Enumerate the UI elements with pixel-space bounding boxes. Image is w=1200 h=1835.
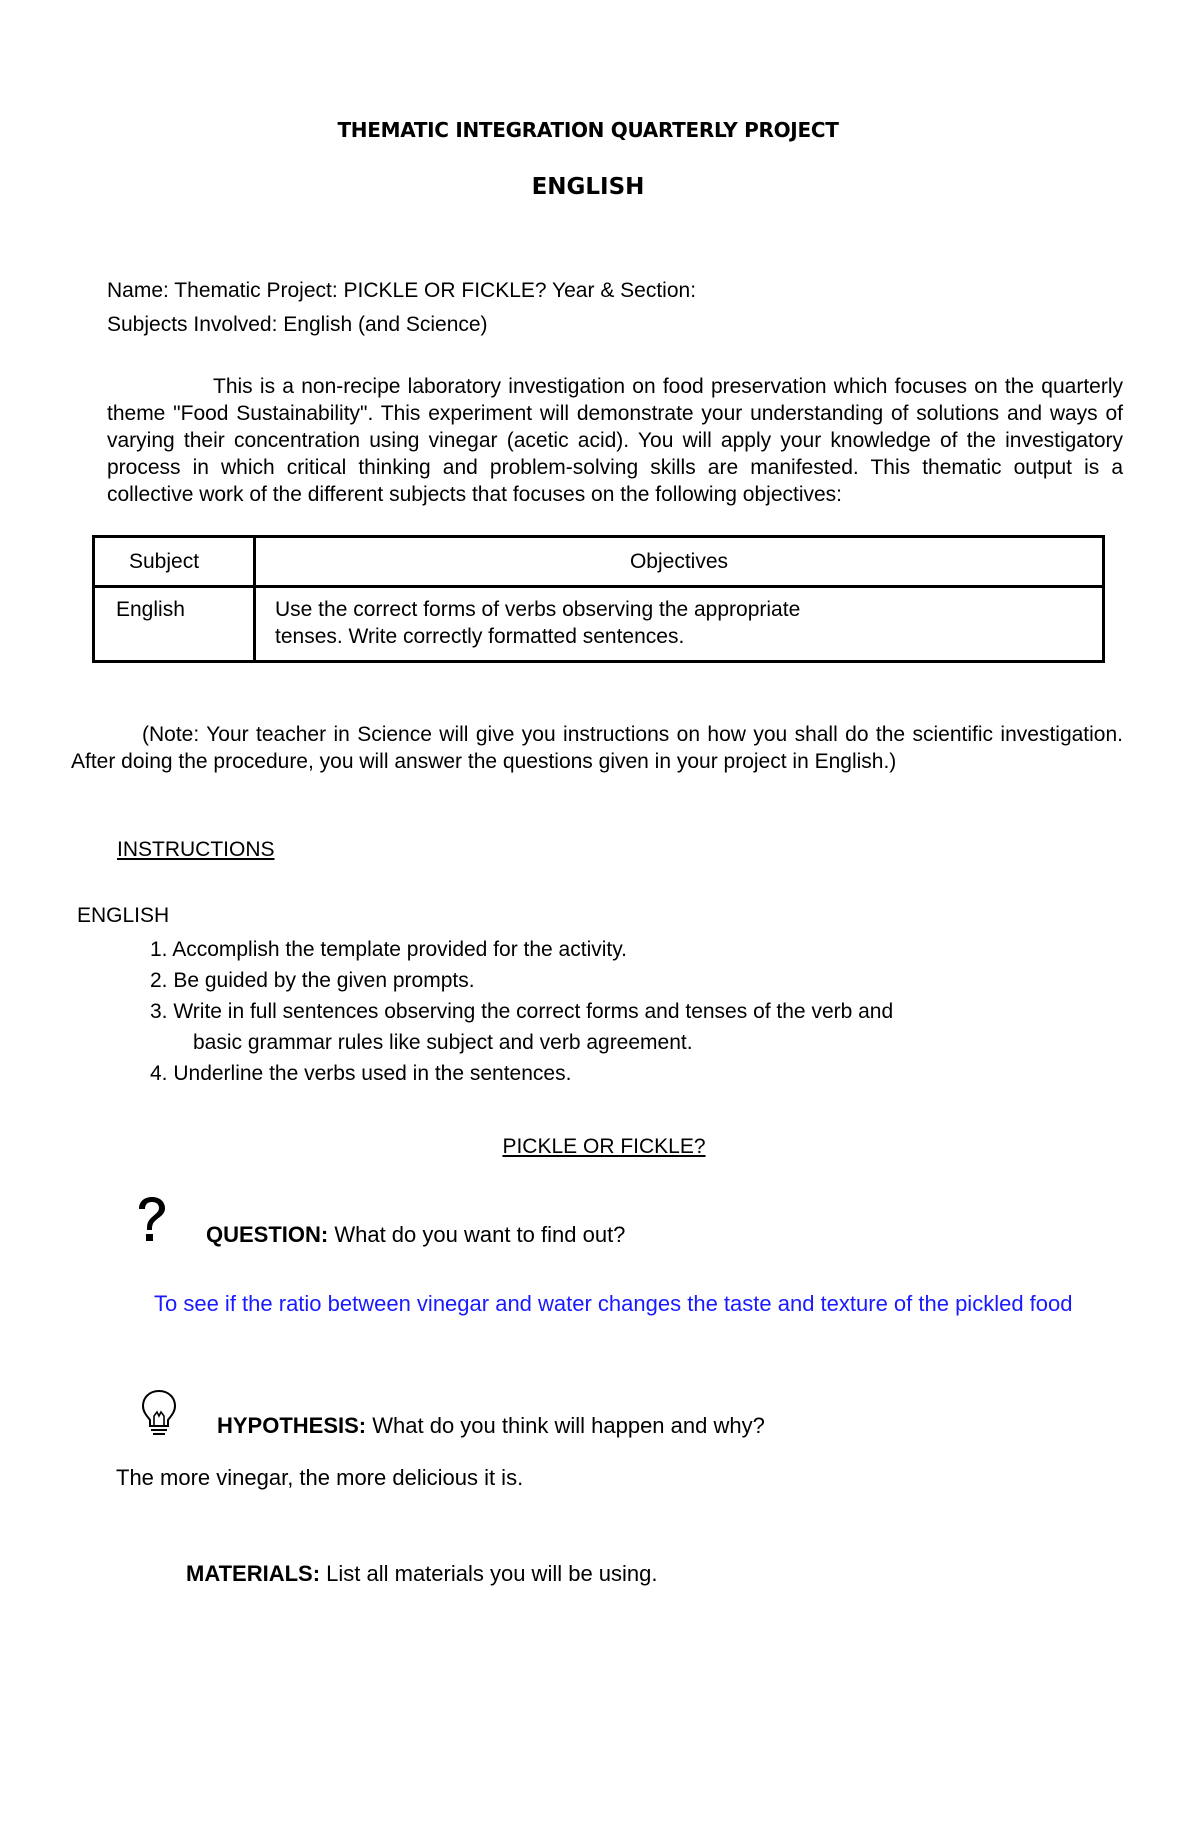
note-text: (Note: Your teacher in Science will give you instructions on how you shall do the scientific investigation. After doing the procedure, you will answer the questions given in your project in English.) — [71, 723, 1123, 773]
table-cell-objective-line1: Use the correct forms of verbs observing the appropriate — [275, 598, 801, 621]
question-answer — [82, 1286, 1122, 1322]
question-prompt-text: What do you want to find out? — [328, 1222, 626, 1247]
instruction-item-3-continued: basic grammar rules like subject and verb agreement. — [193, 1031, 693, 1054]
instruction-item-3: 3. Write in full sentences observing the correct forms and tenses of the verb and — [150, 1000, 894, 1023]
lightbulb-icon — [138, 1388, 180, 1436]
subjects-involved-line: Subjects Involved: English (and Science) — [107, 313, 488, 336]
note-paragraph — [71, 721, 1123, 775]
instruction-item-4: 4. Underline the verbs used in the sentences. — [150, 1062, 572, 1085]
intro-paragraph-text: This is a non-recipe laboratory investigation on food preservation which focuses on the quarterly theme "Food Sustainability". This experiment will demonstrate your understanding of solutions and ways of varying their concentration using vinegar (acetic acid). You will apply your knowledge of the investigatory process in which critical thinking and problem-solving skills are manifested. This thematic output is a collective work of the different subjects that focuses on the following objectives: — [107, 375, 1123, 506]
question-mark-icon — [130, 1195, 170, 1245]
project-title: PICKLE OR FICKLE? — [502, 1135, 706, 1158]
table-row-divider — [95, 585, 1102, 588]
table-header-objectives: Objectives — [629, 550, 729, 573]
table-header-subject: Subject — [129, 550, 200, 573]
question-label: QUESTION: — [206, 1222, 329, 1247]
instruction-item-2: 2. Be guided by the given prompts. — [150, 969, 475, 992]
question-answer-text: To see if the ratio between vinegar and water changes the taste and texture of the pickled food — [154, 1291, 1073, 1316]
hypothesis-label: HYPOTHESIS: — [217, 1413, 367, 1438]
instructions-heading: INSTRUCTIONS — [117, 838, 275, 861]
document-title: THEMATIC INTEGRATION QUARTERLY PROJECT — [337, 118, 839, 142]
materials-prompt — [186, 1561, 658, 1587]
objectives-table — [92, 535, 1105, 663]
instruction-item-1: 1. Accomplish the template provided for the activity. — [150, 938, 628, 961]
intro-paragraph — [107, 373, 1123, 508]
question-prompt — [206, 1222, 625, 1248]
name-line: Name: Thematic Project: PICKLE OR FICKLE? Year & Section: — [107, 279, 697, 302]
hypothesis-answer: The more vinegar, the more delicious it is. — [116, 1465, 524, 1490]
hypothesis-prompt — [217, 1413, 765, 1439]
instructions-subject-label: ENGLISH — [77, 904, 170, 927]
materials-label: MATERIALS: — [186, 1561, 321, 1586]
table-cell-subject: English — [116, 598, 185, 621]
subject-heading: ENGLISH — [531, 174, 645, 200]
materials-prompt-text: List all materials you will be using. — [320, 1561, 658, 1586]
hypothesis-prompt-text: What do you think will happen and why? — [366, 1413, 765, 1438]
table-cell-objective-line2: tenses. Write correctly formatted sentences. — [275, 625, 685, 648]
